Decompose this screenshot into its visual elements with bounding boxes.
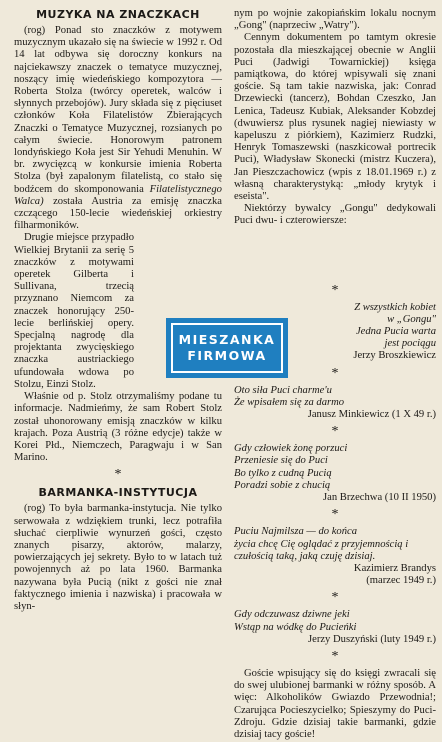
- separator-star: *: [114, 467, 122, 483]
- poem-date: (marzec 1949 r.): [366, 575, 436, 587]
- poem-line: Poradzi sobie z chucią: [234, 479, 331, 491]
- separator-star: *: [331, 648, 339, 664]
- article-paragraph: Niektórzy bywalcy „Gongu" dedykowali Puci dwu- i czterowiersze:: [234, 203, 436, 227]
- poem-line: Gdy człowiek żonę porzuci: [234, 443, 348, 455]
- article-paragraph-narrow: Drugie miejsce przypadło Wielkiej Brytanii za serię 5 znaczków z motywami operetek Gilberta i Sullivana, trzecią przyznano Niemcom za znaczek honorujący 250-lecie berlińskiej opery. Specjalną nagrodę dla projektanta zwycięskiego znaczka austriackiego ufundowała wdowa po Stolzu, Einzi Stolz.: [14, 232, 134, 390]
- italic-title: Filatelistycznego Walca): [14, 183, 222, 207]
- poem-line: Jedna Pucia warta: [355, 326, 436, 338]
- poem-brzechwa: [234, 443, 436, 504]
- poem-line: Gdy odczuwasz dziwne jeki: [234, 609, 350, 621]
- poem-line: Że wpisałem się za darmo: [234, 396, 345, 408]
- separator-star: *: [331, 507, 339, 523]
- article-paragraph: (rog) To była barmanka-instytucja. Nie tylko serwowała z wdziękiem trunki, lecz potrafiła słuchać cierpliwie wynurzeń gości, często znanych pisarzy, aktorów, malarzy, powierzających jej sekrety. Było to w latach tuż powojennych aż po lata 1960. Barmanka nazywana była Pucią (nikt z gości nie znał faktycznego imienia i nazwiska) i pracowała w słyn-: [14, 503, 222, 612]
- poem-line: życia chcę Cię oglądać z przyjemnością i czułością taką, jaką czuję dzisiaj.: [234, 538, 409, 562]
- article-paragraph: [14, 25, 222, 232]
- poem-signature: Jan Brzechwa (10 II 1950): [323, 492, 436, 504]
- article-paragraph: Cennym dokumentem po tamtym okresie pozostała dla mieszkającej obecnie w Anglii Puci (Jadwigi Towarnickiej) księga pamiątkowa, do której wpisywali się znani goście. Są tam takie nazwiska, jak: Conrad Drzewiecki (tancerz), Bohdan Czeszko, Jan Lenica, Tadeusz Kubiak, Aleksander Kobzdej (dwuwiersz plus rysunek nagiej niewiasty w kapeluszu z piórkiem), Kazimierz Rudzki, Henryk Tomaszewski (naszkicował portrecik Puci), Władysław Skonecki (mistrz Kuczera), Jan Pieszczachowicz (wpis z 18.01.1969 r.) z własną charakterystyką: „młody krytyk i eseista".: [234, 32, 436, 203]
- poem-signature: Jerzy Broszkiewicz: [353, 350, 436, 362]
- poem-line: Wstąp na wódkę do Pucieńki: [234, 621, 357, 633]
- poem-line: Bo tylko z cudną Pucią: [234, 467, 332, 479]
- badge-line-2: FIRMOWA: [187, 348, 267, 363]
- poem-duszynski: [234, 609, 436, 646]
- poem-line: Puciu Najmilsza — do końca: [234, 526, 357, 538]
- article-title-barmaid: BARMANKA-INSTYTUCJA: [38, 486, 198, 500]
- badge-line-1: MIESZANKA: [178, 332, 276, 347]
- poem-signature: Jerzy Duszyński (luty 1949 r.): [308, 633, 436, 645]
- poem-signature: Kazimierz Brandys: [353, 562, 436, 574]
- poem-line: Oto siła Puci charme'u: [234, 384, 332, 396]
- article-title-music-stamps: MUZYKA NA ZNACZKACH: [36, 8, 200, 21]
- separator-star: *: [331, 365, 339, 381]
- poem-line: Z wszystkich kobiet: [354, 301, 436, 313]
- right-column: [234, 0, 436, 741]
- article-paragraph: Właśnie od p. Stolz otrzymaliśmy podane tu informacje. Nadmieńmy, że sam Robert Stolz został uhonorowany emisją znaczków w kilku krajach. Poza Austrią (3 różne edycje) także w Korei Płd., Niemczech, Paragwaju i w San Marino.: [14, 391, 222, 464]
- poem-broszkiewicz: [234, 302, 436, 363]
- poem-minkiewicz: [234, 385, 436, 422]
- separator-star: *: [331, 424, 339, 440]
- poem-line: w „Gongu": [387, 313, 436, 325]
- poem-brandys: [234, 526, 436, 587]
- poem-signature: Janusz Minkiewicz (1 X 49 r.): [307, 409, 436, 421]
- poem-line: Przeniesie się do Puci: [234, 455, 328, 467]
- left-column: [14, 0, 222, 613]
- badge-gap: [234, 228, 436, 280]
- text-span: (rog) Ponad sto znaczków z motywem muzycznym ukazało się na świecie w 1992 r. Od 14 lat odbywa się doroczny konkurs na najciekawszy znaczek o tematyce muzycznej, noszący imię wiedeńskiego kompozytora — Roberta Stolza (twórcy operetek, walców i słynnych przebojów). Jury składa się z pięciuset członków Koła Filatelistów Zbierających Znaczki o Tematyce Muzycznej, rozsianych po całym świecie. Honorowym patronem londyńskiego Koła jest Sir Yehudi Menuhin. W br. zwycięzcą w konkursie imienia Roberta Stolza (był zapalonym filatelistą, co stało się bodźcem do skomponowania: [14, 25, 222, 195]
- separator-star: *: [331, 590, 339, 606]
- article-paragraph: Goście wpisujący się do księgi zwracali się do swej ulubionej barmanki w różny sposób. A więc: Alkoholików Gwiazdo Przewodnia!; Czarująca Pocieszycielko; Spieszymy do Puci-Zdroju. Gdzie dzisiaj takie barmanki, gdzie dzisiaj tacy goście!: [234, 667, 436, 740]
- separator-star: *: [331, 282, 339, 298]
- poem-line: jest pociągu: [384, 338, 436, 350]
- article-paragraph: nym po wojnie zakopiańskim lokalu nocnym „Gong" (naprzeciw „Watry").: [234, 8, 436, 32]
- text-span: została Austria za emisję znaczka czczącego 150-lecie wiedeńskiej orkiestry filharmoników.: [14, 195, 222, 232]
